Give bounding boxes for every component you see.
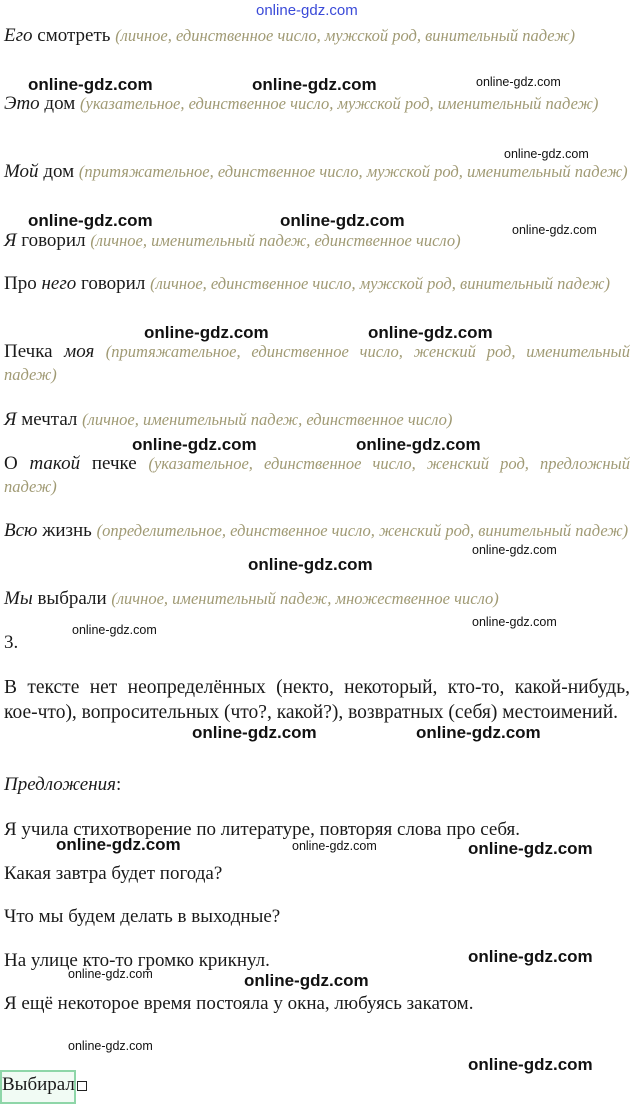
- entry-pronoun: Мой: [4, 161, 39, 182]
- entry-1: [4, 92, 630, 115]
- entry-post: говорил: [16, 230, 91, 251]
- entry-annotation: (притяжательное, единственное число, мужской род, именительный падеж): [78, 162, 628, 181]
- entry-annotation: (личное, единственное число, мужской род, винительный падеж): [150, 274, 610, 293]
- entry-9: [4, 587, 630, 610]
- entry-annotation: (определительное, единственное число, женский род, винительный падеж): [96, 521, 629, 540]
- entry-post: печке: [80, 453, 149, 474]
- entry-4: [4, 272, 630, 295]
- entry-0: [4, 24, 630, 47]
- watermark: online-gdz.com: [192, 723, 317, 742]
- watermark: online-gdz.com: [472, 615, 557, 629]
- entry-post: выбрали: [32, 588, 112, 609]
- entry-pronoun: него: [41, 273, 77, 294]
- entry-post: жизнь: [37, 520, 97, 541]
- watermark: online-gdz.com: [72, 623, 157, 637]
- entry-annotation: (личное, именительный падеж, множественное число): [111, 589, 499, 608]
- watermark: online-gdz.com: [416, 723, 541, 742]
- bottom-label: [2, 1074, 87, 1096]
- entry-annotation: (личное, именительный падеж, единственное число): [82, 410, 453, 429]
- watermark: online-gdz.com: [56, 835, 181, 854]
- entry-2: [4, 160, 630, 183]
- sentence-2: Что мы будем делать в выходные?: [4, 906, 281, 927]
- watermark: online-gdz.com: [368, 323, 493, 342]
- watermark: online-gdz.com: [292, 839, 377, 853]
- watermark: online-gdz.com: [468, 839, 593, 858]
- watermark: online-gdz.com: [280, 211, 405, 230]
- entry-post: дом: [38, 161, 79, 182]
- watermark: online-gdz.com: [504, 147, 589, 161]
- paragraph: В тексте нет неопределённых (некто, некоторый, кто-то, какой-нибудь, кое-что), вопросительных (что?, какой?), возвратных (себя) местоимений.: [4, 677, 630, 723]
- watermark: online-gdz.com: [472, 543, 557, 557]
- entry-6: [4, 408, 630, 431]
- entry-pronoun: Я: [4, 230, 17, 251]
- sentences-heading-label: Предложения: [4, 774, 116, 795]
- watermark: online-gdz.com: [68, 1039, 153, 1053]
- watermark: online-gdz.com: [68, 967, 153, 981]
- entry-pre: О: [4, 453, 30, 474]
- entry-annotation: (указательное, единственное число, мужской род, именительный падеж): [80, 94, 599, 113]
- entry-post: говорил: [76, 273, 151, 294]
- watermark: online-gdz.com: [28, 211, 153, 230]
- sentence-0: Я учила стихотворение по литературе, повторяя слова про себя.: [4, 819, 521, 840]
- watermark: online-gdz.com: [144, 323, 269, 342]
- checkbox-icon: [77, 1081, 87, 1091]
- sentences-heading: [4, 773, 630, 796]
- sentence-3: На улице кто-то громко крикнул.: [4, 950, 270, 971]
- watermark: online-gdz.com: [132, 435, 257, 454]
- entry-annotation: (притяжательное, единственное число, женский род, именительный падеж): [4, 342, 630, 384]
- entry-pronoun: Всю: [4, 520, 38, 541]
- sentences-heading-colon: :: [115, 774, 122, 795]
- entry-pronoun: Я: [4, 409, 17, 430]
- watermark: online-gdz.com: [252, 75, 377, 94]
- entry-annotation: (личное, именительный падеж, единственное число): [90, 231, 461, 250]
- watermark: online-gdz.com: [468, 947, 593, 966]
- watermark: online-gdz.com: [28, 75, 153, 94]
- sentence-4: Я ещё некоторое время постояла у окна, любуясь закатом.: [4, 993, 474, 1014]
- watermark: online-gdz.com: [244, 971, 369, 990]
- entry-post: смотреть: [32, 25, 116, 46]
- entry-pronoun: Его: [4, 25, 33, 46]
- entry-pronoun: Это: [4, 93, 40, 114]
- watermark: online-gdz.com: [248, 555, 373, 574]
- watermark: online-gdz.com: [512, 223, 597, 237]
- entry-pronoun: Мы: [4, 588, 33, 609]
- sentence-1: Какая завтра будет погода?: [4, 863, 223, 884]
- watermark: online-gdz.com: [468, 1055, 593, 1074]
- watermark-top: online-gdz.com: [256, 2, 358, 19]
- bottom-label-text: Выбирал: [2, 1074, 75, 1095]
- section-number: 3.: [4, 632, 19, 653]
- entry-pre: Про: [4, 273, 42, 294]
- entry-pronoun: моя: [64, 341, 95, 362]
- entry-annotation: (указательное, единственное число, женский род, предложный падеж): [4, 454, 630, 496]
- watermark: online-gdz.com: [476, 75, 561, 89]
- entry-post: дом: [39, 93, 81, 114]
- entry-post: [94, 341, 105, 362]
- entry-pre: Печка: [4, 341, 65, 362]
- entry-annotation: (личное, единственное число, мужской род, винительный падеж): [115, 26, 576, 45]
- entry-5: [4, 340, 630, 386]
- watermark: online-gdz.com: [356, 435, 481, 454]
- entry-post: мечтал: [16, 409, 83, 430]
- entry-pronoun: такой: [29, 453, 81, 474]
- entry-8: [4, 519, 630, 542]
- entry-7: [4, 452, 630, 498]
